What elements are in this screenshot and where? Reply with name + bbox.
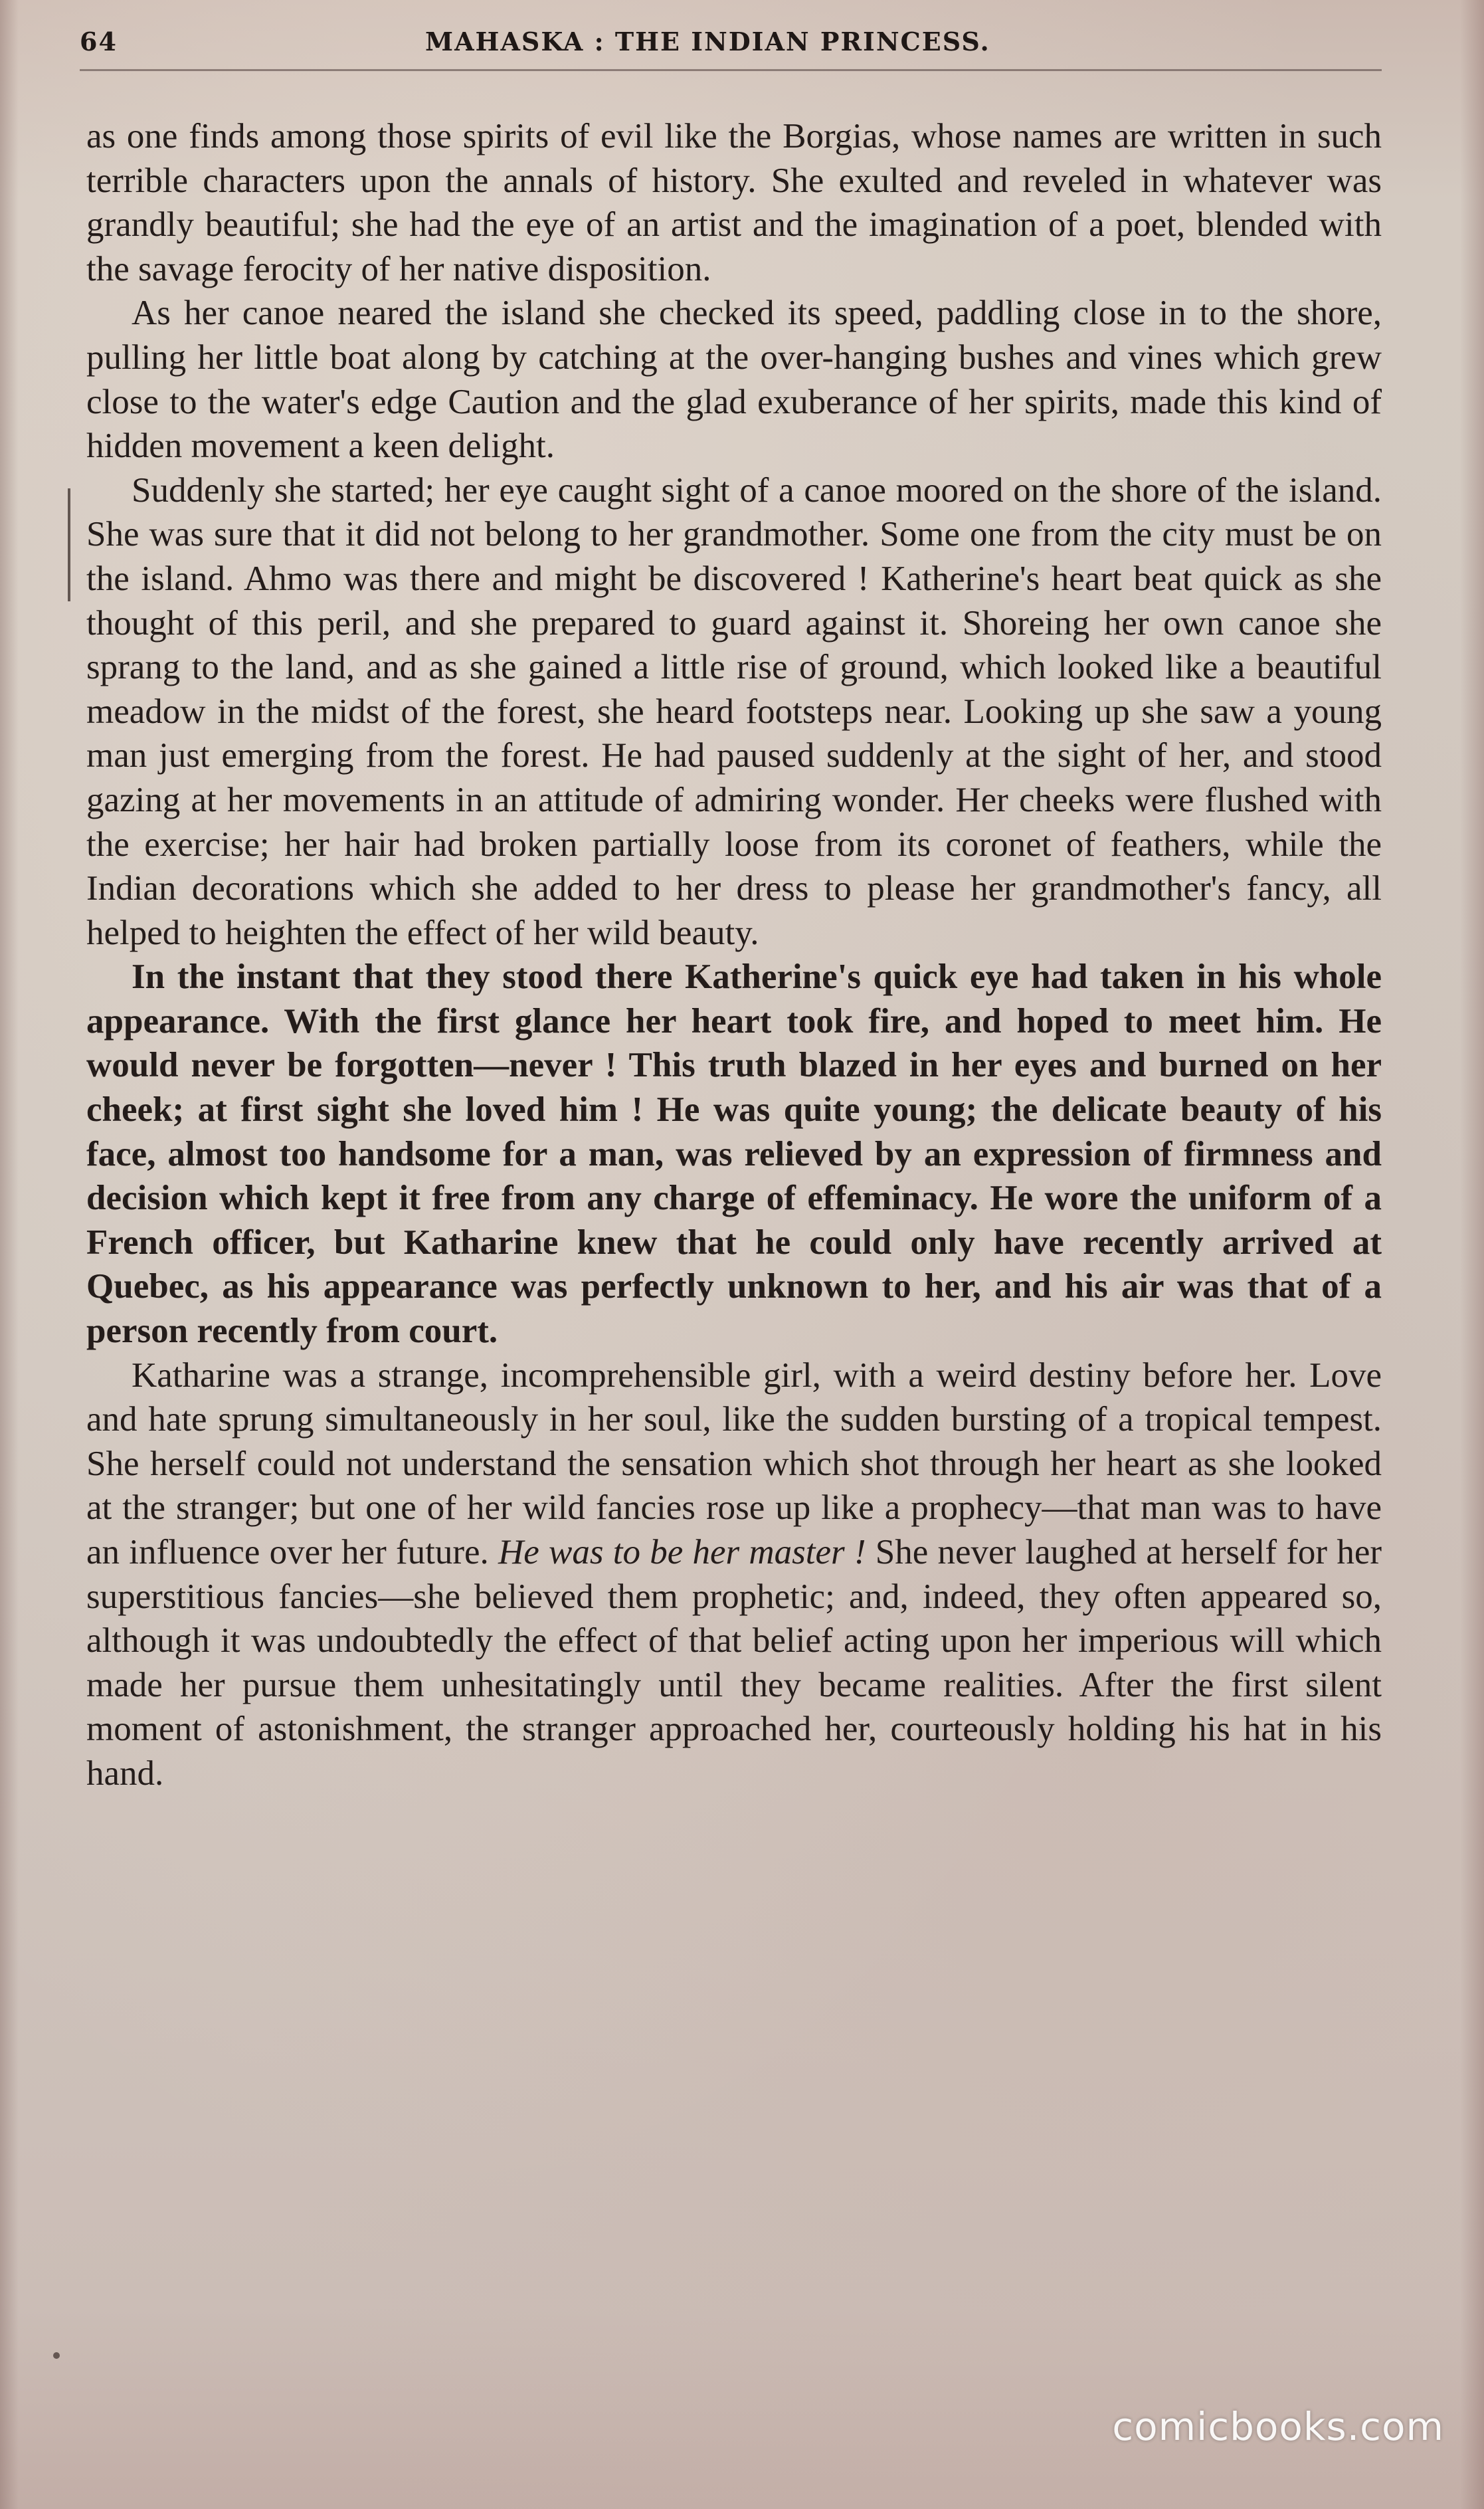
paragraph-3: Suddenly she started; her eye caught sight of a canoe moored on the shore of the island. She was sure that it did not belong to her grandmother. Some one from the city must be on the island. Ahmo was there and might be discovered ! Katherine's heart beat quick as she thought of this peril, and she prepared to guard against it. Shoreing her own canoe she sprang to the land, and as she gained a little rise of ground, which looked like a beautiful meadow in the midst of the forest, she heard footsteps near. Looking up she saw a young man just emerging from the forest. He had paused suddenly at the sight of her, and stood gazing at her movements in an attitude of admiring wonder. Her cheeks were flushed with the exercise; her hair had broken partially loose from its coronet of feathers, while the Indian decorations which she added to her dress to please her grandmother's fancy, all helped to heighten the effect of her wild beauty.: [86, 470, 1382, 952]
ink-speck: [53, 2352, 60, 2359]
watermark: comicbooks.com: [1112, 2404, 1444, 2449]
paragraph-5: [86, 1354, 1382, 1796]
margin-mark: [68, 488, 70, 601]
paragraph-4: In the instant that they stood there Katherine's quick eye had taken in his whole appearance. With the first glance her heart took fire, and hoped to meet him. He would never be forgotten—never ! This truth blazed in her eyes and burned on her cheek; at first sight she loved him ! He was quite young; the delicate beauty of his face, almost too handsome for a man, was relieved by an expression of firmness and decision which kept it free from any charge of effeminacy. He wore the uniform of a French officer, but Katharine knew that he could only have recently arrived at Quebec, as his appearance was perfectly unknown to her, and his air was that of a person recently from court.: [86, 957, 1382, 1351]
paragraph-1: as one finds among those spirits of evil like the Borgias, whose names are written in such terrible characters upon the annals of history. She exulted and reveled in whatever was grandly beautiful; she had the eye of an artist and the imagination of a poet, blended with the savage ferocity of her native disposition.: [86, 117, 1382, 288]
paragraph-2: As her canoe neared the island she checked its speed, paddling close in to the shore, pulling her little boat along by catching at the over-hanging bushes and vines which grew close to the water's edge Caution and the glad exuberance of her spirits, made this kind of hidden movement a keen delight.: [86, 294, 1382, 466]
page-edge-shadow-left: [0, 0, 19, 2509]
paragraph-5-text-a: Katharine was a strange, incomprehensible girl, with a weird destiny before her. Love and hate sprung simultaneously in her soul, like the sudden bursting of a tropical tempest. She herself could not understand the sensation which shot through her heart as she looked at the stranger; but one of her wild fancies rose up like a prophecy—that man was to have an influence over her future.: [86, 1355, 1382, 1571]
page-number: 64: [80, 27, 118, 56]
page-edge-shadow-right: [1460, 0, 1484, 2509]
paragraph-5-text-b: She never laughed at herself for her superstitious fancies—she believed them prophetic; and, indeed, they often appeared so, although it was undoubtedly the effect of that belief acting upon her imperious will which made her pursue them unhesitatingly until they became realities. After the first silent moment of astonishment, the stranger approached her, courteously holding his hat in his hand.: [86, 1533, 1382, 1793]
running-head: MAHASKA : THE INDIAN PRINCESS.: [425, 27, 990, 56]
header-rule: [80, 69, 1382, 71]
paragraph-5-italic: He was to be her master !: [498, 1533, 866, 1571]
body-text: [86, 114, 1382, 1796]
page-header: [80, 27, 1382, 64]
